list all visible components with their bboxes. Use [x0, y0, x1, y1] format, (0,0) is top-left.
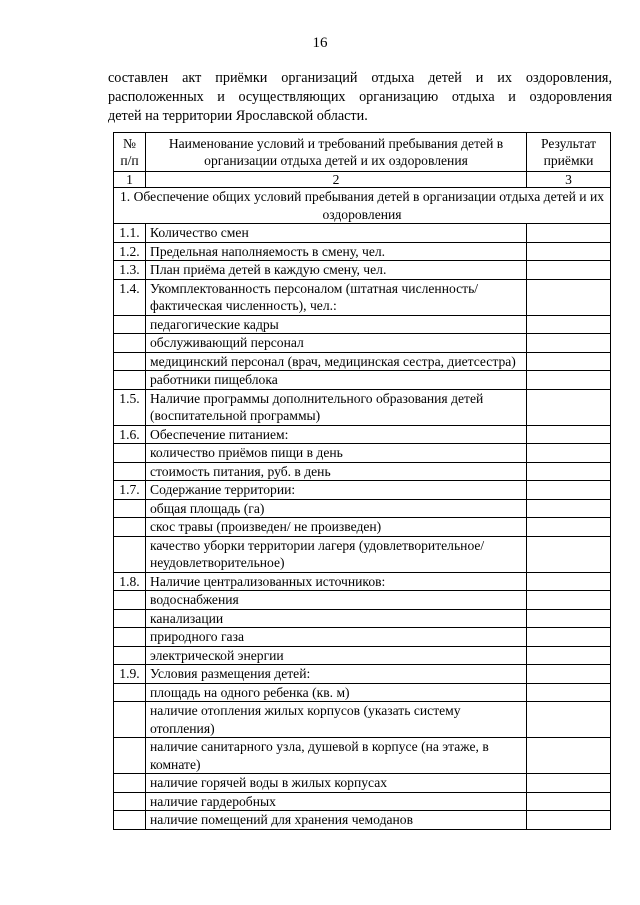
row-requirement: Обеспечение питанием:	[146, 425, 527, 444]
row-requirement: водоснабжения	[146, 591, 527, 610]
result-cell[interactable]	[527, 224, 611, 243]
row-number	[114, 499, 146, 518]
column-numbers-row	[114, 172, 611, 188]
result-cell[interactable]	[527, 665, 611, 684]
row-requirement: Условия размещения детей:	[146, 665, 527, 684]
row-number	[114, 591, 146, 610]
result-cell[interactable]	[527, 334, 611, 353]
row-requirement: общая площадь (га)	[146, 499, 527, 518]
row-requirement: природного газа	[146, 628, 527, 647]
table-row	[114, 444, 611, 463]
result-cell[interactable]	[527, 425, 611, 444]
table-row	[114, 646, 611, 665]
result-cell[interactable]	[527, 371, 611, 390]
row-number	[114, 628, 146, 647]
row-number	[114, 811, 146, 830]
table-row	[114, 774, 611, 793]
row-number: 1.2.	[114, 242, 146, 261]
row-number: 1.6.	[114, 425, 146, 444]
row-number: 1.3.	[114, 261, 146, 280]
result-cell[interactable]	[527, 792, 611, 811]
row-number	[114, 444, 146, 463]
result-cell[interactable]	[527, 518, 611, 537]
table-row	[114, 462, 611, 481]
result-cell[interactable]	[527, 352, 611, 371]
intro-line: детей на территории Ярославской области.	[108, 108, 368, 124]
row-number	[114, 352, 146, 371]
header-name: Наименование условий и требований пребывания детей в организации отдыха детей и их оздоровления	[146, 133, 527, 172]
row-requirement: наличие гардеробных	[146, 792, 527, 811]
row-requirement: педагогические кадры	[146, 315, 527, 334]
table-row	[114, 738, 611, 774]
result-cell[interactable]	[527, 811, 611, 830]
table-row	[114, 702, 611, 738]
table-row	[114, 315, 611, 334]
row-number: 1.4.	[114, 279, 146, 315]
intro-line: составлен акт приёмки организаций отдыха детей и их оздоровления,	[108, 70, 612, 86]
header-num: № п/п	[114, 133, 146, 172]
table-row	[114, 609, 611, 628]
intro-line: расположенных и осуществляющих организацию отдыха и оздоровления	[108, 89, 612, 105]
result-cell[interactable]	[527, 261, 611, 280]
row-requirement: стоимость питания, руб. в день	[146, 462, 527, 481]
result-cell[interactable]	[527, 702, 611, 738]
row-requirement: электрической энергии	[146, 646, 527, 665]
table-row	[114, 279, 611, 315]
table-row	[114, 683, 611, 702]
table-row	[114, 352, 611, 371]
row-number	[114, 702, 146, 738]
result-cell[interactable]	[527, 609, 611, 628]
row-requirement: качество уборки территории лагеря (удовлетворительное/неудовлетворительное)	[146, 536, 527, 572]
result-cell[interactable]	[527, 646, 611, 665]
row-requirement: канализации	[146, 609, 527, 628]
row-number	[114, 315, 146, 334]
section-row	[114, 188, 611, 224]
row-number	[114, 536, 146, 572]
table-row	[114, 811, 611, 830]
row-requirement: Количество смен	[146, 224, 527, 243]
row-requirement: наличие помещений для хранения чемоданов	[146, 811, 527, 830]
row-requirement: наличие санитарного узла, душевой в корпусе (на этаже, в комнате)	[146, 738, 527, 774]
row-requirement: Наличие программы дополнительного образования детей (воспитательной программы)	[146, 389, 527, 425]
row-requirement: наличие отопления жилых корпусов (указать систему отопления)	[146, 702, 527, 738]
row-requirement: работники пищеблока	[146, 371, 527, 390]
table-row	[114, 499, 611, 518]
column-number: 2	[146, 172, 527, 188]
row-requirement: План приёма детей в каждую смену, чел.	[146, 261, 527, 280]
table-row	[114, 425, 611, 444]
result-cell[interactable]	[527, 499, 611, 518]
table-row	[114, 518, 611, 537]
row-number	[114, 462, 146, 481]
row-number	[114, 334, 146, 353]
row-requirement: Наличие централизованных источников:	[146, 572, 527, 591]
result-cell[interactable]	[527, 628, 611, 647]
table-row	[114, 242, 611, 261]
table-row	[114, 591, 611, 610]
table-row	[114, 389, 611, 425]
result-cell[interactable]	[527, 462, 611, 481]
table-row	[114, 224, 611, 243]
row-number: 1.5.	[114, 389, 146, 425]
column-number: 3	[527, 172, 611, 188]
row-requirement: скос травы (произведен/ не произведен)	[146, 518, 527, 537]
table-row	[114, 261, 611, 280]
table-row	[114, 481, 611, 500]
row-requirement: количество приёмов пищи в день	[146, 444, 527, 463]
result-cell[interactable]	[527, 444, 611, 463]
row-number	[114, 609, 146, 628]
row-number: 1.7.	[114, 481, 146, 500]
row-requirement: Предельная наполняемость в смену, чел.	[146, 242, 527, 261]
row-number	[114, 792, 146, 811]
result-cell[interactable]	[527, 315, 611, 334]
row-number	[114, 774, 146, 793]
intro-paragraph	[108, 69, 612, 126]
column-number: 1	[114, 172, 146, 188]
row-requirement: обслуживающий персонал	[146, 334, 527, 353]
table-row	[114, 371, 611, 390]
row-number	[114, 518, 146, 537]
result-cell[interactable]	[527, 774, 611, 793]
page-number: 16	[312, 35, 328, 51]
header-result: Результат приёмки	[527, 133, 611, 172]
row-number	[114, 738, 146, 774]
acceptance-table	[113, 132, 611, 830]
header-row	[114, 133, 611, 172]
row-number	[114, 371, 146, 390]
row-requirement: площадь на одного ребенка (кв. м)	[146, 683, 527, 702]
result-cell[interactable]	[527, 481, 611, 500]
result-cell[interactable]	[527, 389, 611, 425]
result-cell[interactable]	[527, 738, 611, 774]
table-row	[114, 628, 611, 647]
table-row	[114, 665, 611, 684]
row-number: 1.1.	[114, 224, 146, 243]
row-number	[114, 683, 146, 702]
row-requirement: Содержание территории:	[146, 481, 527, 500]
row-number: 1.8.	[114, 572, 146, 591]
row-requirement: Укомплектованность персоналом (штатная численность/ фактическая численность), чел.:	[146, 279, 527, 315]
row-requirement: медицинский персонал (врач, медицинская сестра, диетсестра)	[146, 352, 527, 371]
result-cell[interactable]	[527, 683, 611, 702]
result-cell[interactable]	[527, 536, 611, 572]
result-cell[interactable]	[527, 279, 611, 315]
table-row	[114, 334, 611, 353]
section-title: 1. Обеспечение общих условий пребывания детей в организации отдыха детей и их оздоровления	[114, 188, 611, 224]
result-cell[interactable]	[527, 242, 611, 261]
table-row	[114, 536, 611, 572]
row-number: 1.9.	[114, 665, 146, 684]
result-cell[interactable]	[527, 591, 611, 610]
row-requirement: наличие горячей воды в жилых корпусах	[146, 774, 527, 793]
table-row	[114, 792, 611, 811]
result-cell[interactable]	[527, 572, 611, 591]
row-number	[114, 646, 146, 665]
table-row	[114, 572, 611, 591]
